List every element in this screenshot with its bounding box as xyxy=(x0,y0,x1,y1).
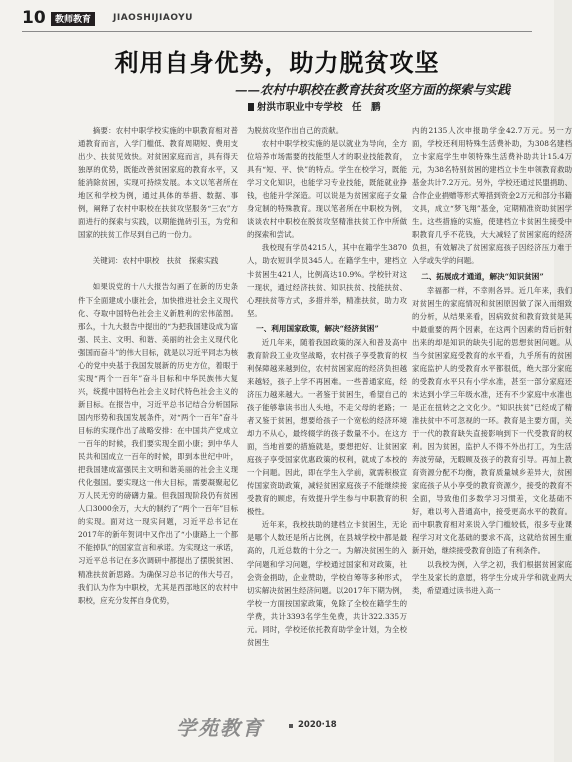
body-paragraph: 为脱贫攻坚作出自己的贡献。 xyxy=(247,126,344,135)
page-header xyxy=(22,10,532,30)
text-column-1 xyxy=(78,124,238,607)
category-label: 教师教育 xyxy=(51,12,95,26)
article-title: 利用自身优势，助力脱贫攻坚 xyxy=(114,48,440,77)
keywords: 关键词：农村中职校 扶贫 探索实践 xyxy=(92,256,219,266)
publication-name: JIAOSHIJIAOYU xyxy=(113,13,193,23)
body-paragraph: 近年来，我校扶助的建档立卡贫困生，无论是哪个人数还是所占比例，在县城学校中都是最高的，几近总数的十分之一。为解决贫困生的入学问题和学习问题，学校通过国家和对政策，社会资金捐助，企业赞助，学校自筹等多种形式，切实解决贫困生经济问题。以2017年下期为例，学校一方面按国家政策，免除了全校在籍学生的学费，共计3393名学生免费，共计322.335万元。同时，学校还依托教育助学金计划，为全校贫困生 xyxy=(247,520,407,647)
body-paragraph: 内的2135人次申报助学金42.7万元。另一方面，学校还利用特殊生活费补助，为308名建档立卡家庭学生申领特殊生活费补助共计15.4万元，为38名特别贫困的建档立卡生申领教育救助基金共计7.2万元。另外，学校还通过民盟捐助、合作企业捐赠等形式筹措到资金2万元和部分书籍文具，成立“梦飞翔”基金，定期精准资助贫困学生。这些措施的实施，使建档立卡贫困生接受中职教育几乎不花钱，大大减轻了贫困家庭的经济负担，有效解决了贫困家庭孩子因经济压力难于入学或失学的问题。 xyxy=(412,126,572,266)
body-paragraph: 近几年来，随着我国政策的深入和普及高中教育阶段工业攻坚战略，农村孩子享受教育的权利保障越来越到位，农村贫困家庭的经济负担越来越轻，孩子上学不再困难。一些普通家庭，经济压力越来越大。一者鉴于贫困生，希望自己的孩子能够靠读书出人头地，不走父母的老路；一者又鉴于贫困，想要给孩子一个宽松的经济环境却力不从心，最终辍学的孩子数量不小。在这方面，当地首要的措施就是，要想把好、让贫困家庭孩子享受国家优惠政策的权利，就成了本校的一个问题。因此，即在学生入学前，就需积极宣传国家资助政策，减轻贫困家庭孩子不能继续接受教育的顾虑，有效提升学生参与中职教育的积极性。 xyxy=(247,337,407,517)
issue-number: 2020·18 xyxy=(298,720,337,730)
article-subtitle: ——农村中职校在教育扶贫攻坚方面的探索与实践 xyxy=(234,82,510,97)
page-number: 10 xyxy=(22,8,46,28)
article-author xyxy=(248,99,381,113)
header-rule xyxy=(22,31,532,32)
author-marker xyxy=(248,103,254,111)
body-paragraph: 幸福都一样，不幸则各异。近几年来，我们对贫困生的家庭情况和贫困原因做了深入而细致的分析，从结果来看，因病致贫和教育致贫是其中最重要的两个因素，在这两个因素的背后折射出来的却是知识的缺失引起的思想贫困问题。从当今贫困家庭受教育的水平看，九乎所有的贫困家庭监护人的受教育水平都很低，绝大部分家庭的受教育水平只有小学水准，甚至一部分家庭还未达到小学三年级水准，还有不少家庭中水准也是正在扭转之之文化少。“知识扶贫”已经成了精准扶贫中不可忽视的一环。教育是主要方面，关于一代的教育缺失直接影响到下一代受教育的权利。因为贫困，监护人不得不外出打工，为生活奔波劳碌，无暇顾及孩子的教育引导。再加上教育资源分配不均衡，教育质量城乡差异大，贫困家庭孩子从小享受的教育资源少，接受的教育不全面，导致他们多数学习习惯差，文化基础不好，难以考入普通高中，接受更高水平的教育。而中职教育相对来说入学门槛较低，很多专业课程学习对文化基础的要求不高，这就给贫困生重新开始，继续接受教育创造了有利条件。 xyxy=(412,285,572,556)
section-heading-1: 一、利用国家政策，解决“经济贫困” xyxy=(256,323,379,333)
body-paragraph: 我校现有学员4215人，其中在籍学生3870人，助农短训学员345人。在籍学生中，建档立卡贫困生421人，比例高达10.9%。学校针对这一现状，通过经济扶贫、知识扶贫、技能扶贫、心理扶贫等方式，多措并举，精准扶贫，助力攻坚。 xyxy=(247,243,407,318)
abstract: 摘要：农村中职学校实施的中职教育相对普通教育而言，入学门槛低、教育周期短、费用支出少、扶贫见效快。对贫困家庭而言，具有得天独厚的优势，既能改善贫困家庭的教育水平，又能消除贫困，实现可持续发展。本文以笔者所在地区和学校为例，通过具体的举措、数据、事例，阐释了农村中职校在扶贫攻坚服务“三农”方面进行的探索与实践，以期能抛砖引玉，为党和国家的扶贫工作尽到自己的一份力。 xyxy=(78,126,238,240)
text-column-2 xyxy=(247,124,407,649)
body-paragraph: 如果说党的十八大报告勾画了在新的历史条件下全面建成小康社会，加快推进社会主义现代化、夺取中国特色社会主义新胜利的宏伟蓝图。那么，十九大报告中提出的“为把我国建设成为富强、民主、文明、和谐、美丽的社会主义现代化强国而奋斗”的伟大目标，就是以习近平同志为核心的党中央基于我国发展新的历史方位，着眼于实现“两个一百年”奋斗目标和中华民族伟大复兴，统揽中国特色社会主义时代特色社会主义的新目标。在报告中，习近平总书记结合分析国际国内形势和我国发展条件，对“两个一百年”奋斗目标的实现作出了战略安排：在中国共产党成立一百年的时候，我们要实现全面小康；到中华人民共和国成立一百年的时候，即到本世纪中叶，把我国建成富强民主文明和谐美丽的社会主义现代化强国。要实现这一伟大目标，需要凝聚起亿万人民无穷的磅礴力量。但我国现阶段仍有贫困人口3000余万，大大的制约了“两个一百年”目标的实现。面对这一现实问题，习近平总书记在2017年的新年贺词中又作出了“小康路上一个都不能掉队”的国家宣言和承诺。为实现这一承诺，习近平总书记在多次调研中都提出了摆脱贫困、精准扶贫新思路。为确保习总书记的伟大号召，我们认为作为中职校，尤其是西部地区的农村中职校，应充分发挥自身优势， xyxy=(78,282,238,605)
author-text: 射洪市职业中专学校 任 鹏 xyxy=(257,102,381,113)
body-paragraph: 农村中职学校实施的是以就业为导向，全方位培养市场需要的技能型人才的职业技能教育，具有“短、平、快”的特点。学生在校学习，既能学习文化知识，也能学习专业技能，既能就业挣钱，也能升学深造。可以说是为贫困家庭子女量身定制的特殊教育。现以笔者所在中职校为例，谈谈农村中职校在脱贫攻坚精准扶贫工作中所做的探索和尝试。 xyxy=(247,139,407,240)
text-column-3 xyxy=(412,124,572,597)
issue-marker xyxy=(289,724,293,728)
body-paragraph: 以我校为例，入学之初，我们根据贫困家庭学生及家长的意愿，将学生分成升学和就业两大类，希望通过读书进入高一 xyxy=(412,559,572,595)
section-heading-2: 二、拓展成才通道，解决“知识贫困” xyxy=(421,271,544,281)
footer-logo: 学苑教育 xyxy=(176,716,264,740)
